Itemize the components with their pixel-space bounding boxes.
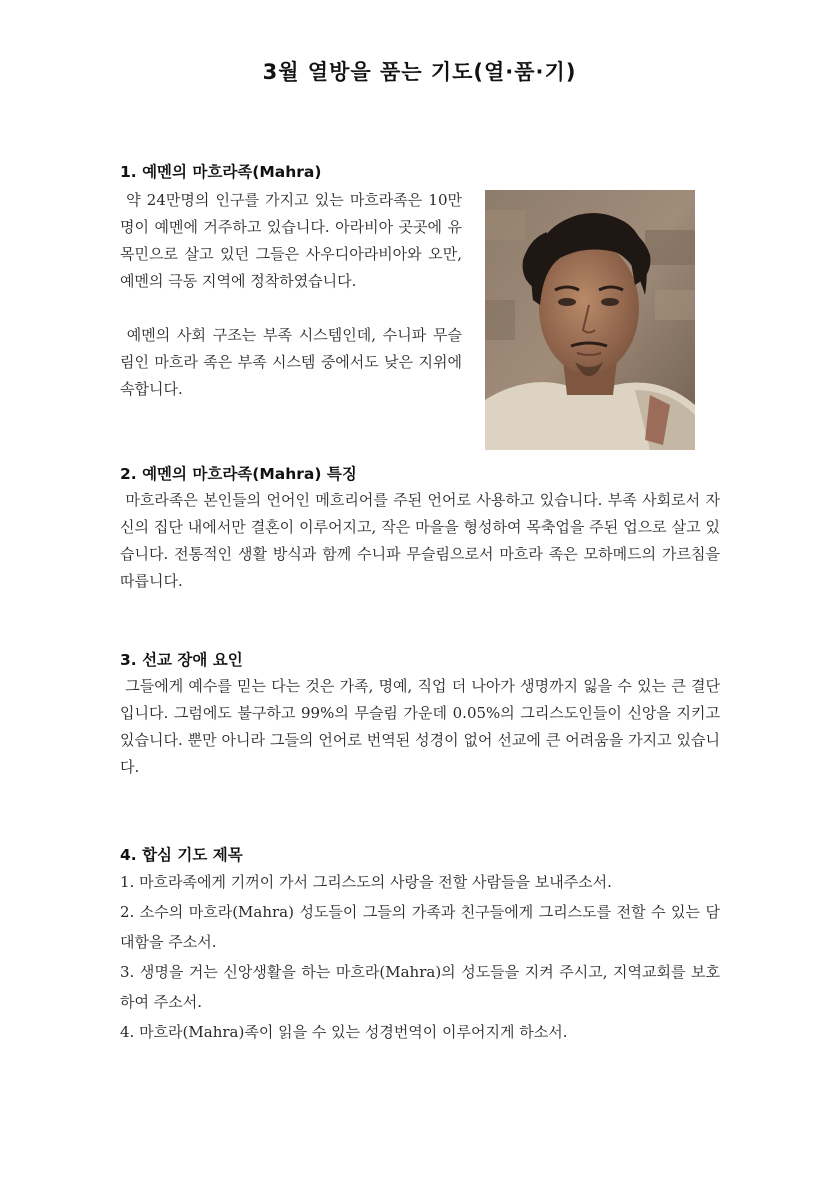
section-1-paragraph-2: 예멘의 사회 구조는 부족 시스템인데, 수니파 무슬림인 마흐라 족은 부족 시스템 중에서도 낮은 지위에 속합니다. <box>120 326 462 398</box>
section-2-heading: 2. 예멘의 마흐라족(Mahra) 특징 <box>120 465 357 483</box>
section-3-heading: 3. 선교 장애 요인 <box>120 651 243 669</box>
portrait-illustration <box>485 190 695 450</box>
prayer-list <box>120 867 720 1047</box>
page-title: 3월 열방을 품는 기도(열·품·기) <box>262 60 577 84</box>
section-1-heading: 1. 예멘의 마흐라족(Mahra) <box>120 163 322 181</box>
prayer-item: 3. 생명을 거는 신앙생활을 하는 마흐라(Mahra)의 성도들을 지켜 주시고, 지역교회를 보호하여 주소서. <box>120 963 720 1011</box>
section-4-heading: 4. 합심 기도 제목 <box>120 846 243 864</box>
portrait-photo <box>485 190 695 450</box>
prayer-item: 4. 마흐라(Mahra)족이 읽을 수 있는 성경번역이 이루어지게 하소서. <box>120 1023 568 1041</box>
section-1-paragraph-1: 약 24만명의 인구를 가지고 있는 마흐라족은 10만명이 예멘에 거주하고 있습니다. 아라비아 곳곳에 유목민으로 살고 있던 그들은 사우디아라비아와 오만, 예멘의 극동 지역에 정착하였습니다. <box>120 191 462 290</box>
prayer-item: 1. 마흐라족에게 기꺼이 가서 그리스도의 사랑을 전할 사람들을 보내주소서. <box>120 873 612 891</box>
section-2-paragraph: 마흐라족은 본인들의 언어인 메흐리어를 주된 언어로 사용하고 있습니다. 부족 사회로서 자신의 집단 내에서만 결혼이 이루어지고, 작은 마을을 형성하여 목축업을 주된 업으로 살고 있습니다. 전통적인 생활 방식과 함께 수니파 무슬림으로서 마흐라 족은 모하메드의 가르침을 따릅니다. <box>120 491 720 590</box>
section-3-paragraph: 그들에게 예수를 믿는 다는 것은 가족, 명예, 직업 더 나아가 생명까지 잃을 수 있는 큰 결단입니다. 그럼에도 불구하고 99%의 무슬림 가운데 0.05%의 그리스도인들이 신앙을 지키고 있습니다. 뿐만 아니라 그들의 언어로 번역된 성경이 없어 선교에 큰 어려움을 가지고 있습니다. <box>120 677 720 776</box>
prayer-item: 2. 소수의 마흐라(Mahra) 성도들이 그들의 가족과 친구들에게 그리스도를 전할 수 있는 담대함을 주소서. <box>120 903 720 951</box>
